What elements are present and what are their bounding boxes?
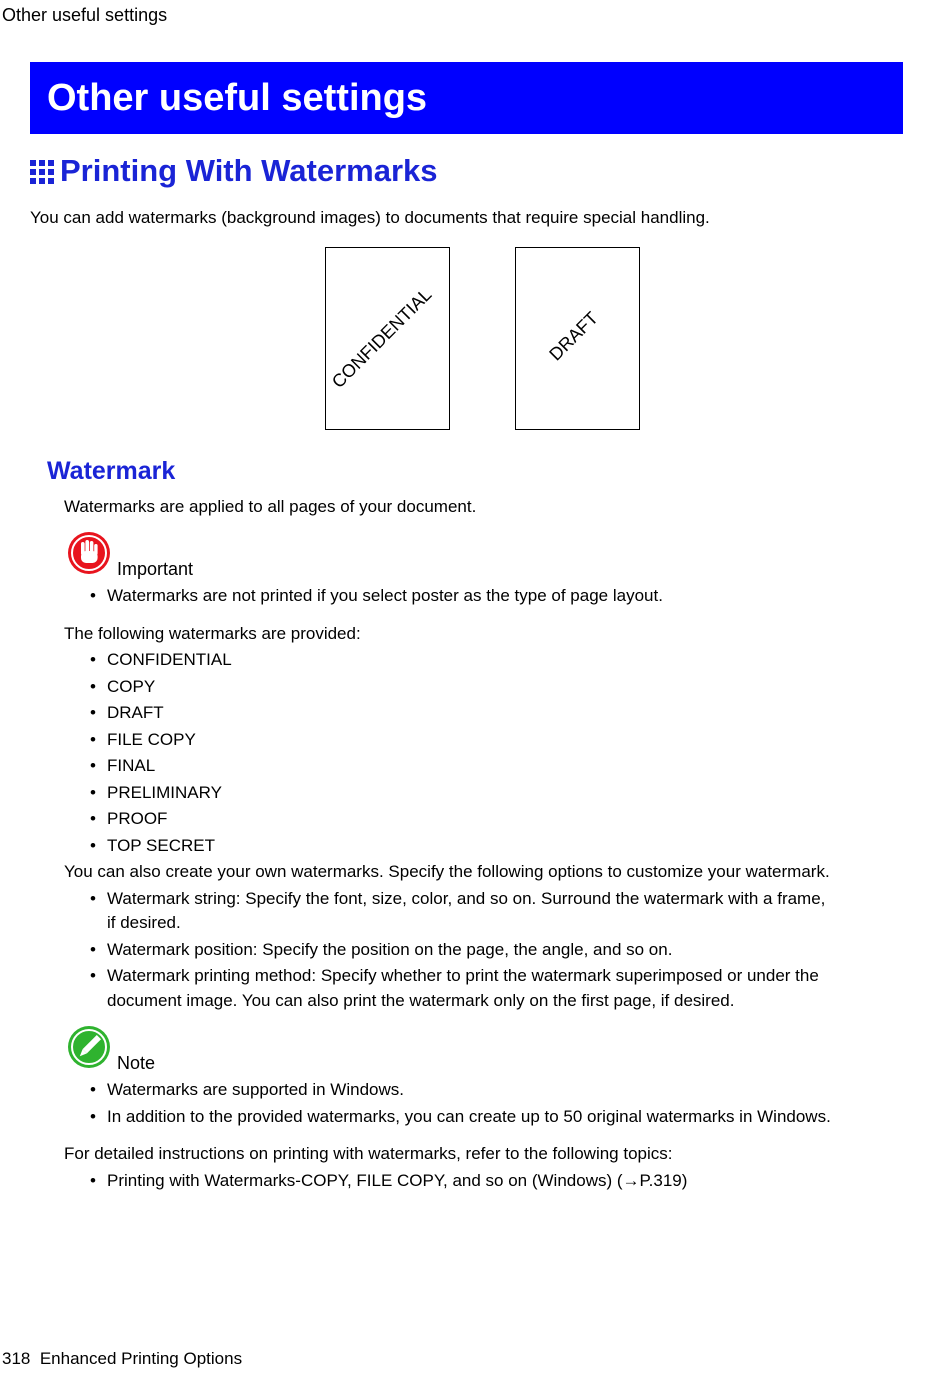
list-item: • Watermark printing method: Specify whether to print the watermark superimposed or under the (90, 966, 819, 985)
reference-link-item[interactable]: • Printing with Watermarks-COPY, FILE COPY, and so on (Windows) (→P.319) (90, 1171, 688, 1190)
list-item-continuation: document image. You can also print the watermark only on the first page, if desired. (107, 991, 735, 1010)
title-banner (30, 62, 903, 134)
list-item: • PRELIMINARY (90, 783, 222, 802)
watermark-desc: Watermarks are applied to all pages of your document. (64, 497, 477, 516)
list-item: • TOP SECRET (90, 836, 216, 855)
list-item: • Watermark position: Specify the position on the page, the angle, and so on. (90, 940, 673, 959)
list-item: • PROOF (90, 809, 168, 828)
custom-intro: You can also create your own watermarks. Specify the following options to customize your watermark. (64, 862, 830, 881)
list-item: • DRAFT (90, 703, 164, 722)
provided-intro: The following watermarks are provided: (64, 624, 361, 643)
note-item: • Watermarks are supported in Windows. (90, 1080, 404, 1099)
running-header: Other useful settings (2, 5, 168, 25)
intro-text: You can add watermarks (background images) to documents that require special handling. (30, 208, 710, 227)
list-item: • CONFIDENTIAL (90, 650, 232, 669)
refer-intro: For detailed instructions on printing with watermarks, refer to the following topics: (64, 1144, 673, 1163)
important-label: Important (117, 559, 194, 579)
page-footer (2, 1349, 242, 1369)
banner-title: Other useful settings (47, 77, 428, 119)
sample-page-confidential (325, 247, 450, 430)
list-item: • Watermark string: Specify the font, size, color, and so on. Surround the watermark with a frame, (90, 889, 826, 908)
page-number: 318 (2, 1349, 31, 1368)
reference-link[interactable]: Printing with Watermarks-COPY, FILE COPY, and so on (Windows) (→P.319) (107, 1171, 688, 1190)
sample-page-draft (515, 247, 640, 430)
note-label: Note (117, 1053, 156, 1073)
list-item-continuation: if desired. (107, 913, 181, 932)
important-item: • Watermarks are not printed if you select poster as the type of page layout. (90, 586, 663, 605)
list-item: • COPY (90, 677, 156, 696)
grid-icon (30, 160, 54, 184)
watermark-heading: Watermark (47, 457, 176, 485)
sample-watermark-text: CONFIDENTIAL (327, 284, 436, 392)
pencil-icon (67, 1025, 111, 1069)
list-item: • FINAL (90, 756, 156, 775)
footer-section: Enhanced Printing Options (39, 1349, 243, 1368)
stop-hand-icon (67, 531, 111, 575)
list-item: • FILE COPY (90, 730, 196, 749)
section-title: Printing With Watermarks (60, 153, 438, 188)
sample-watermark-text: DRAFT (545, 307, 602, 365)
note-item: • In addition to the provided watermarks, you can create up to 50 original watermarks in Windows. (90, 1107, 831, 1126)
